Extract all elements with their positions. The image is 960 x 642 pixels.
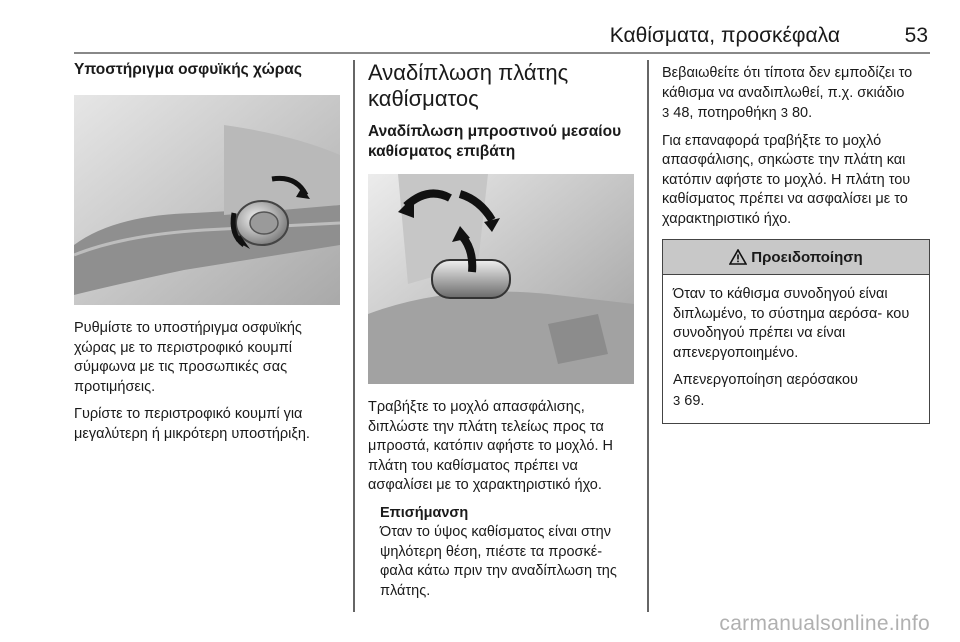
column-lumbar-support (74, 60, 340, 444)
seat-lever-photo (368, 174, 634, 384)
lumbar-instruction-1: Ρυθμίστε το υποστήριγμα οσφυϊκής χώρας με το περιστροφικό κουμπί σύμφωνα με τις προσωπικές σας προτιμήσεις. (74, 320, 302, 395)
column-fold-continued (662, 64, 930, 424)
ref-cupholder-page[interactable]: 80 (791, 105, 809, 121)
page-ref-icon: 3 (662, 105, 670, 120)
subheading-front-middle-l1: Αναδίπλωση μπροστινού μεσαίου (368, 123, 622, 140)
lumbar-knob-photo (74, 95, 340, 305)
lumbar-knob-illustration (74, 95, 340, 305)
ref-sunshade-page[interactable]: 48 (673, 105, 690, 121)
column-seat-fold (368, 60, 634, 601)
subheading-front-middle-l2: καθίσματος επιβάτη (368, 143, 516, 160)
seat-lever-illustration (368, 174, 634, 384)
check-text-b: , ποτηροθήκη (689, 105, 781, 121)
column-divider-2 (647, 60, 649, 612)
note-block (368, 504, 634, 602)
section-heading-lumbar: Υποστήριγμα οσφυϊκής χώρας (74, 61, 302, 78)
warning-header (663, 240, 929, 275)
page-number: 53 (904, 24, 928, 47)
check-text-c: . (808, 105, 813, 121)
warning-title: Προειδοποίηση (751, 248, 863, 266)
warning-body (663, 275, 929, 423)
restore-instruction: Για επαναφορά τραβήξτε το μοχλό απασφάλισης, σηκώστε την πλάτη και κατόπιν αφήστε το μοχλό. Η πλάτη του καθίσματος πρέπει να ασφαλίσει με το χαρακτηριστικό ήχο. (662, 132, 911, 227)
warning-ref-line (673, 391, 919, 412)
ref-airbag-page[interactable]: 69 (684, 392, 701, 409)
column-divider-1 (353, 60, 355, 612)
section-heading-fold-l1: Αναδίπλωση πλάτης (368, 60, 569, 85)
lumbar-instruction-2: Γυρίστε το περιστροφικό κουμπί για μεγαλύτερη ή μικρότερη υποστήριξη. (74, 406, 310, 442)
warning-text: Όταν το κάθισμα συνοδηγού είναι διπλωμένο, το σύστημα αερόσα- κου συνοδηγού πρέπει να είναι απενεργοποιημένο. (673, 286, 910, 361)
note-text: Όταν το ύψος καθίσματος είναι στην ψηλότερη θέση, πιέστε τα προσκέ- φαλα κάτω πριν την αναδίπλωση της πλάτης. (380, 524, 617, 599)
page-title: Καθίσματα, προσκέφαλα (609, 24, 840, 47)
section-heading-fold-l2: καθίσματος (368, 86, 479, 111)
warning-box (662, 239, 930, 424)
page-header (74, 22, 930, 54)
fold-instruction: Τραβήξτε το μοχλό απασφάλισης, διπλώστε την πλάτη τελείως προς τα μπροστά, κατόπιν αφήστε το μοχλό. Η πλάτη του καθίσματος πρέπει να ασφαλίσει με το χαρακτηριστικό ήχο. (368, 399, 614, 493)
warning-triangle-icon (729, 249, 747, 265)
note-title: Επισήμανση (380, 504, 469, 521)
page-ref-icon: 3 (673, 392, 681, 408)
watermark: carmanualsonline.info (719, 612, 930, 635)
warning-airbag-deactivation: Απενεργοποίηση αερόσακου (673, 372, 858, 388)
check-obstruction-text (662, 64, 930, 124)
check-text-a: Βεβαιωθείτε ότι τίποτα δεν εμποδίζει το κάθισμα να αναδιπλωθεί, π.χ. σκιάδιο (662, 65, 913, 101)
page-ref-icon: 3 (780, 105, 788, 120)
warning-ref-end: . (700, 392, 705, 409)
